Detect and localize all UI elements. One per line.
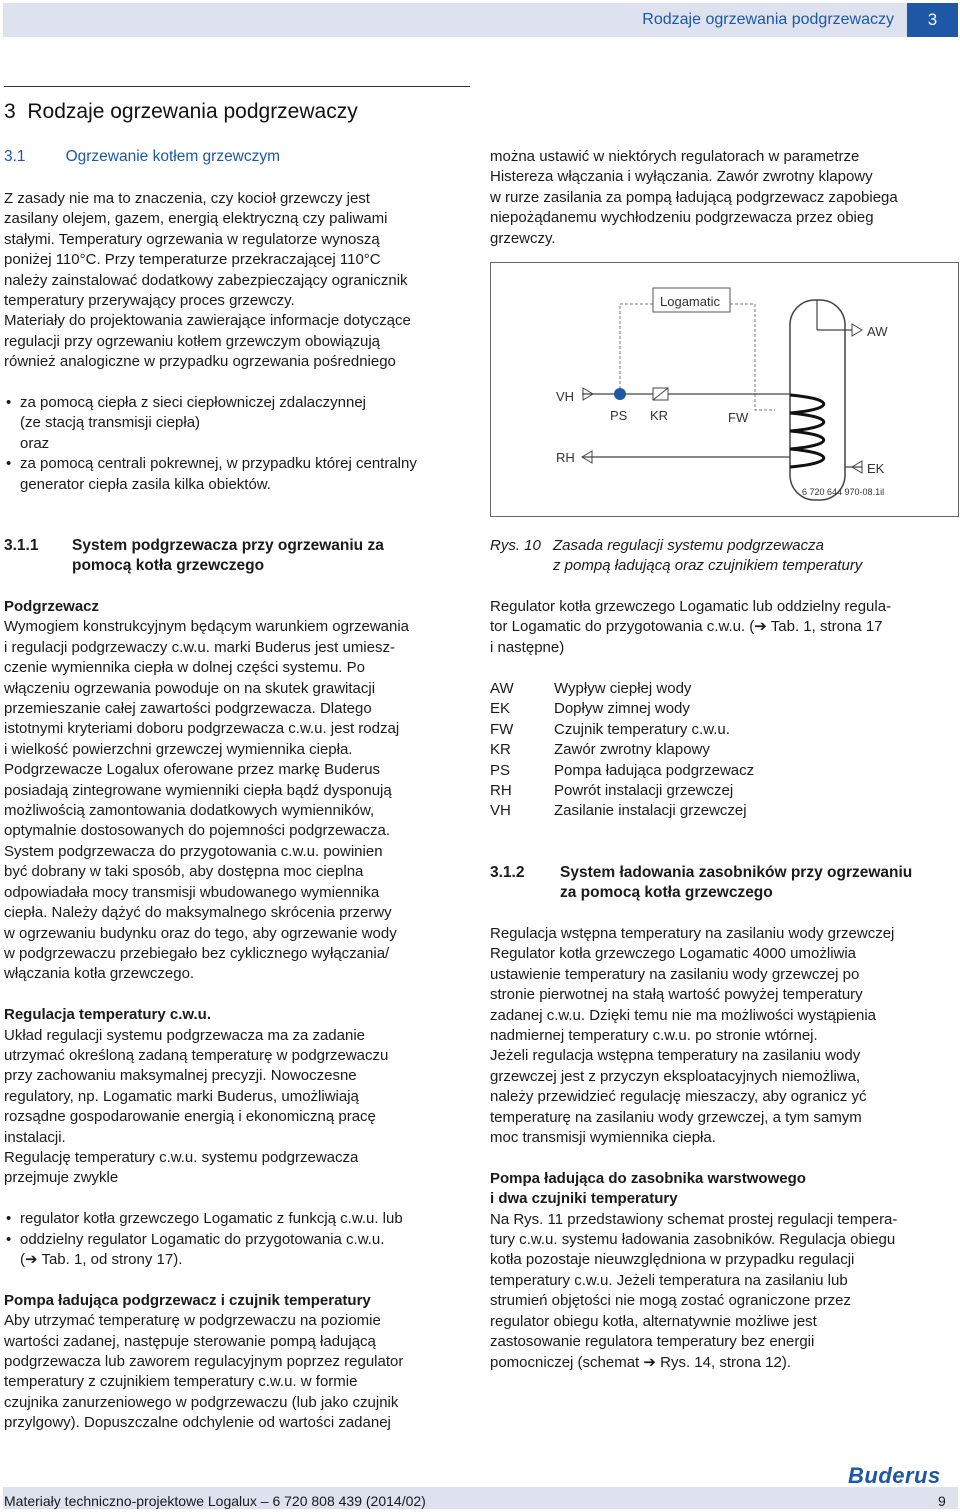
text-line: temperatury z czujnikiem temperatury c.w.u. w formie: [4, 1373, 358, 1391]
text-line: rozsądne gospodarowanie energią i ekonomiczną pracę: [4, 1108, 376, 1126]
chapter-tab-number: 3: [907, 3, 958, 37]
section-3-1-1-body: [4, 597, 476, 1434]
text-line: regulatory, np. Logamatic marki Buderus, umożliwiają: [4, 1087, 359, 1105]
legend-row: AW Wypływ ciepłej wody: [490, 680, 692, 697]
caption-line: z pompą ładującą oraz czujnikiem temperatury: [553, 557, 863, 575]
section-title-line: za pomocą kotła grzewczego: [560, 884, 773, 902]
text-line: w podgrzewaczu przebiegało bez cyklicznego wyłączania/: [4, 944, 390, 962]
section-3-1-body: [4, 189, 474, 373]
text-line: poniżej 110°C. Przy temperaturze przekraczającej 110°C: [4, 251, 381, 269]
text-line: temperatury c.w.u. Jeżeli temperatura na zasilaniu lub: [490, 1271, 848, 1289]
buderus-logo: Buderus: [848, 1463, 941, 1488]
text-line: instalacji.: [4, 1128, 66, 1146]
text-line: strumień objętości nie mogą zostać ograniczone przez: [490, 1292, 852, 1310]
text-line: zastosowanie regulatora temperatury bez energii: [490, 1333, 815, 1351]
right-column-intro: [490, 147, 958, 249]
text-line: można ustawić w niektórych regulatorach w parametrze: [490, 148, 860, 165]
footer-text: Materiały techniczno-projektowe Logalux – 6 720 808 439 (2014/02): [4, 1493, 426, 1509]
subheading: Podgrzewacz: [4, 598, 100, 615]
text-line: Układ regulacji systemu podgrzewacza ma za zadanie: [4, 1026, 366, 1044]
section-3-1-heading: [4, 147, 280, 167]
text-line: włączania kotła grzewczego.: [4, 965, 195, 983]
legend-row: KR Zawór zwrotny klapowy: [490, 741, 710, 759]
subheading: Pompa ładująca podgrzewacz i czujnik temperatury: [4, 1291, 371, 1309]
chapter-rule: [4, 86, 470, 87]
text-line: przejmuje zwykle: [4, 1169, 119, 1187]
legend-row: FW Czujnik temperatury c.w.u.: [490, 720, 730, 738]
legend-row: RH Powrót instalacji grzewczej: [490, 782, 734, 800]
section-title-line: System ładowania zasobników przy ogrzewaniu: [560, 864, 913, 881]
text-line: podgrzewacza lub zaworem regulacyjnym poprzez regulator: [4, 1352, 404, 1370]
text-line: Podgrzewacze Logalux oferowane przez markę Buderus: [4, 761, 381, 779]
subheading: Regulacja temperatury c.w.u.: [4, 1006, 212, 1024]
text-line: Materiały do projektowania zawierające informacje dotyczące: [4, 312, 411, 330]
section-3-1-1-heading: [4, 536, 474, 577]
logamatic-label: Logamatic: [660, 294, 720, 309]
text-line: temperaturę na zasilaniu wody grzewczej, a tym samym: [490, 1108, 862, 1126]
section-number: 3.1.2: [490, 864, 525, 881]
chapter-title: [4, 100, 358, 124]
aw-label: AW: [867, 324, 888, 339]
text-line: Z zasady nie ma to znaczenia, czy kocioł grzewczy jest: [4, 190, 370, 207]
figure-code: 6 720 644 970-08.1il: [802, 487, 885, 497]
text-line: czujnika zanurzeniowego w podgrzewaczu (lub jako czujnik: [4, 1393, 399, 1411]
legend-row: VH Zasilanie instalacji grzewczej: [490, 802, 747, 820]
text-line: należy zainstalować dodatkowy zabezpieczający ogranicznik: [4, 271, 408, 289]
text-line: ustawienie temperatury na zasilaniu wody grzewczej po: [490, 965, 860, 983]
list-item: • oddzielny regulator Logamatic do przygotowania c.w.u. (➔ Tab. 1, od strony 17).: [4, 1230, 476, 1271]
text-line: optymalnie dostosowanych do pojemności podgrzewacza.: [4, 822, 391, 840]
text-line: w ogrzewaniu budynku oraz do tego, aby ogrzewanie wody: [4, 924, 397, 942]
text-line: posiadają zintegrowane wymienniki ciepła bądź dysponują: [4, 781, 392, 799]
section-number: 3.1.1: [4, 537, 39, 554]
list-item: • za pomocą ciepła z sieci ciepłowniczej zdalaczynnej (ze stacją transmisji ciepła): [4, 393, 474, 434]
section-title-line: pomocą kotła grzewczego: [72, 557, 265, 575]
text-line: również analogiczne w przypadku ogrzewania pośredniego: [4, 353, 396, 371]
vh-label: VH: [556, 389, 575, 404]
text-line: być dobrany w taki sposób, aby dostępna moc cieplna: [4, 863, 364, 881]
section-3-1-2-body: [490, 924, 960, 1373]
text-line: Wymogiem konstrukcyjnym będącym warunkiem ogrzewania: [4, 618, 410, 636]
text-line: przy zachowaniu maksymalnej precyzji. Nowoczesne: [4, 1067, 357, 1085]
text-line: zadanej c.w.u. Dzięki temu nie ma możliwości wystąpienia: [490, 1006, 876, 1024]
caption-line: Zasada regulacji systemu podgrzewacza: [553, 537, 824, 554]
text-line: oraz: [20, 434, 50, 452]
text-line: temperatury przerywający proces grzewczy.: [4, 292, 295, 310]
right-column-regulator: [490, 597, 958, 658]
legend-row: PS Pompa ładująca podgrzewacz: [490, 761, 755, 779]
text-line: istotnymi kryteriami doboru podgrzewacza c.w.u. jest rodzaj: [4, 720, 400, 738]
section-3-1-list: [4, 393, 474, 495]
text-line: kotła pozostaje nieuwzględniona w przypadku regulacji: [490, 1251, 855, 1269]
chapter-number: 3: [4, 100, 16, 123]
text-line: ciepła. Należy dążyć do maksymalnego skrócenia przerwy: [4, 904, 392, 922]
subheading: Pompa ładująca do zasobnika warstwowego: [490, 1169, 806, 1187]
text-line: tor Logamatic do przygotowania c.w.u. (➔ Tab. 1, strona 17: [490, 618, 883, 636]
section-title: Ogrzewanie kotłem grzewczym: [65, 148, 281, 165]
control-line-ps: [620, 304, 653, 394]
legend: [490, 679, 958, 822]
text-line: regulator obiegu kotła, alternatywnie możliwe jest: [490, 1312, 817, 1330]
text-line: wartości zadanej, następuje sterowanie pompą ładującą: [4, 1332, 376, 1350]
legend-row: EK Dopływ zimnej wody: [490, 700, 690, 718]
aw-arrow-icon: [852, 324, 862, 336]
text-line: Regulacja wstępna temperatury na zasilaniu wody grzewczej: [490, 925, 895, 942]
text-line: tury c.w.u. systemu ładowania zasobników. Regulacja obiegu: [490, 1231, 896, 1249]
text-line: stronie pierwotnej na stałą wartość powyżej temperatury: [490, 986, 863, 1004]
section-3-1-2-heading: [490, 863, 958, 904]
pump-icon: [614, 388, 626, 400]
ps-label: PS: [610, 408, 628, 423]
text-line: Regulację temperatury c.w.u. systemu podgrzewacza: [4, 1148, 359, 1166]
list-item: • regulator kotła grzewczego Logamatic z funkcją c.w.u. lub: [4, 1209, 476, 1229]
text-line: i regulacji podgrzewaczy c.w.u. marki Buderus jest umiesz-: [4, 638, 395, 656]
text-line: Regulator kotła grzewczego Logamatic lub oddzielny regula-: [490, 598, 892, 615]
text-line: Histereza włączania i wyłączania. Zawór zwrotny klapowy: [490, 168, 873, 186]
heat-exchanger-coil: [790, 395, 824, 467]
section-title-line: System podgrzewacza przy ogrzewaniu za: [72, 537, 384, 554]
text-line: niepożądanemu wychłodzeniu podgrzewacza przez obieg: [490, 209, 874, 227]
caption-label: Rys. 10: [490, 537, 541, 554]
text-line: Aby utrzymać temperaturę w podgrzewaczu na poziomie: [4, 1312, 381, 1330]
text-line: Jeżeli regulacja wstępna temperatury na zasilaniu wody: [490, 1047, 861, 1065]
text-line: moc transmisji wymiennika ciepła.: [490, 1129, 716, 1147]
text-line: czenie wymiennika ciepła w dolnej części systemu. Po: [4, 659, 365, 677]
chapter-title-text: Rodzaje ogrzewania podgrzewaczy: [27, 100, 358, 123]
text-line: utrzymać określoną zadaną temperaturę w podgrzewaczu: [4, 1046, 389, 1064]
text-line: odpowiadała mocy transmisji wbudowanego wymiennika: [4, 883, 380, 901]
ek-label: EK: [867, 461, 885, 476]
text-line: grzewczej jest z przyczyn eksploatacyjnych niemożliwa,: [490, 1067, 861, 1085]
text-line: przemieszanie całej zawartości podgrzewacza. Dlatego: [4, 700, 372, 718]
text-line: w rurze zasilania za pompą ładującą podgrzewacz zapobiega: [490, 188, 898, 206]
text-line: stałymi. Temperatury ogrzewania w regulatorze wynoszą: [4, 230, 380, 248]
running-header-title: Rodzaje ogrzewania podgrzewaczy: [642, 11, 894, 28]
text-line: możliwością zamontowania dodatkowych wymienników,: [4, 802, 375, 820]
figure-caption: [490, 536, 958, 577]
text-line: Regulator kotła grzewczego Logamatic 4000 umożliwia: [490, 945, 857, 963]
text-line: System podgrzewacza do przygotowania c.w.u. powinien: [4, 842, 383, 860]
rh-label: RH: [556, 450, 575, 465]
text-line: włączeniu ogrzewania powoduje on na skutek grawitacji: [4, 679, 376, 697]
fw-label: FW: [728, 410, 749, 425]
text-line: regulacji przy ogrzewaniu kotłem grzewczym obowiązują: [4, 332, 380, 350]
section-number: 3.1: [4, 148, 26, 165]
text-line: i wielkość powierzchni grzewczej wymiennika ciepła.: [4, 740, 353, 758]
subheading: i dwa czujniki temperatury: [490, 1190, 678, 1208]
list-item: • za pomocą centrali pokrewnej, w przypadku której centralny generator ciepła zasila kilka obiektów.: [4, 454, 474, 495]
text-line: należy przewidzieć regulację mieszaczy, aby ogranicz yć: [490, 1088, 867, 1106]
text-line: pomocniczej (schemat ➔ Rys. 14, strona 12).: [490, 1353, 792, 1371]
text-line: Na Rys. 11 przedstawiony schemat prostej regulacji tempera-: [490, 1210, 898, 1228]
page-number: 9: [938, 1493, 946, 1509]
heating-system-diagram: [490, 262, 960, 518]
text-line: grzewczy.: [490, 229, 556, 247]
text-line: i następne): [490, 638, 565, 656]
text-line: przylgowy). Dopuszczalne odchylenie od wartości zadanej: [4, 1414, 391, 1432]
text-line: zasilany olejem, gazem, energią elektryczną czy paliwami: [4, 210, 388, 228]
kr-label: KR: [650, 408, 669, 423]
text-line: nadmiernej temperatury c.w.u. po stronie wtórnej.: [490, 1027, 818, 1045]
